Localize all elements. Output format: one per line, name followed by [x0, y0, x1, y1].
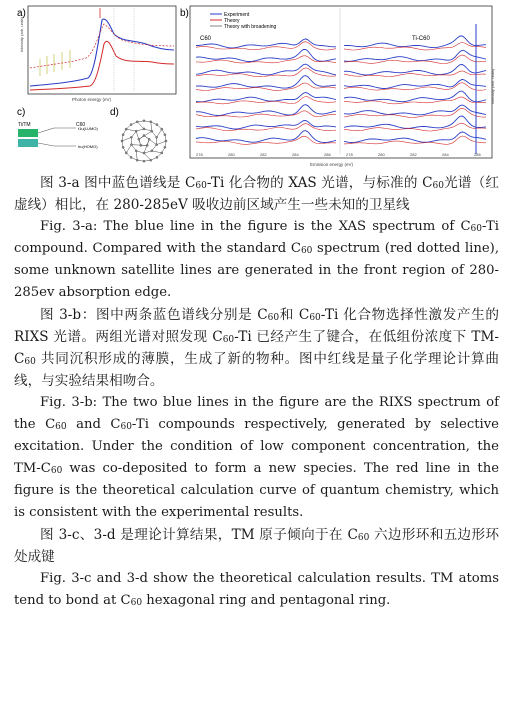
panel-a-frame: [28, 6, 176, 94]
panel-c-tm-level-green: [18, 129, 38, 137]
paragraph-3b-zh: 图 3-b：图中两条蓝色谱线分别是 $C_{60}$和 $C_{60}-Ti$ 化合物选择性激发产生的 RIXS 光谱。两组光谱对照发现 $C_{60}-Ti$ 已经产生了键合，在低组份浓度下 $TM-C_{60}$ 共同沉积形成的薄膜，生成了新的物种。图中红线是量子化学理论计算曲线，与实验结果相吻合。: [14, 307, 499, 389]
panel-d-label: d): [110, 107, 119, 118]
c60-atom: [135, 150, 137, 152]
c60-bond: [137, 122, 144, 129]
c60-atom: [146, 144, 148, 146]
panel-c-tm-label: Ti/TM: [18, 122, 31, 128]
c60-atom: [156, 144, 158, 146]
c60-bond: [126, 145, 131, 153]
c60-atom: [165, 140, 167, 142]
tick-label: 284: [292, 152, 299, 157]
tick-label: 278: [196, 152, 203, 157]
c60-bond: [131, 145, 147, 146]
panel-b-ylabel: Intensity (arb. units): [490, 68, 495, 104]
c60-bond: [157, 129, 162, 137]
c60-atom: [150, 159, 152, 161]
c60-atom: [122, 146, 124, 148]
tick-label: 284: [442, 152, 449, 157]
figure-3: [14, 4, 495, 168]
panel-a-xlabel: Photon energy (eV): [72, 97, 112, 102]
paragraph-3cd-en: Fig. 3-c and 3-d show the theoretical calculation results. TM atoms tend to bond at $C_{60}$ hexagonal ring and pentagonal ring.: [14, 571, 499, 608]
panel-a-ylabel: Intensity (arb. units): [19, 16, 24, 52]
c60-atom: [150, 121, 152, 123]
figure-3-graphic: [14, 4, 495, 168]
c60-atom: [125, 152, 127, 154]
panel-c-tm-level-teal: [18, 139, 38, 147]
c60-atom: [164, 134, 166, 136]
legend-experiment: Experiment: [224, 12, 250, 18]
c60-atom: [138, 138, 140, 140]
c60-atom: [122, 134, 124, 136]
c60-atom: [136, 121, 138, 123]
tick-label: 280: [228, 152, 235, 157]
c60-atom: [156, 136, 158, 138]
paragraph-3a-en: Fig. 3-a: The blue line in the figure is the XAS spectrum of $C_{60}-Ti$ compound. Compared with the standard $C_{60}$ spectrum (red dotted line), some unknown satellite lines are generated in the front region of 280-285ev absorption edge.: [14, 219, 500, 300]
panel-c-lumo-label: t1u(LUMO): [78, 126, 98, 131]
tick-label: 286: [324, 152, 331, 157]
c60-atom: [161, 152, 163, 154]
c60-bond: [144, 153, 151, 160]
panel-d-c60-molecule: [121, 120, 167, 163]
c60-atom: [148, 138, 150, 140]
c60-bond: [136, 151, 137, 160]
c60-bond: [126, 129, 136, 131]
c60-bond: [151, 122, 152, 131]
c60-bond: [139, 131, 152, 139]
panel-c-label: c): [17, 107, 26, 118]
c60-atom: [151, 150, 153, 152]
paragraph-3cd-zh: 图 3-c、3-d 是理论计算结果，TM 原子倾向于在 $C_{60}$ 六边形环和五边形环处成键: [14, 527, 499, 565]
c60-atom: [121, 140, 123, 142]
panel-c-c60-label: C60: [76, 122, 86, 128]
c60-atom: [156, 156, 158, 158]
tick-label: 278: [346, 152, 353, 157]
c60-atom: [151, 130, 153, 132]
c60-atom: [130, 124, 132, 126]
panel-b-label: b): [180, 8, 189, 19]
c60-atom: [143, 134, 145, 136]
panel-b-right-tag: Ti-C60: [412, 36, 430, 42]
c60-atom: [140, 144, 142, 146]
c60-bond: [144, 136, 157, 145]
c60-atom: [143, 128, 145, 130]
c60-atom: [156, 124, 158, 126]
c60-atom: [143, 160, 145, 162]
tick-label: 286: [474, 152, 481, 157]
paragraph-3a-zh: 图 3-a 图中蓝色谱线是 $C_{60}-Ti$ 化合物的 XAS 光谱，与标准的 $C_{60}$光谱（红虚线）相比，在 280-285eV 吸收边前区域产生一些未知的卫星线: [14, 175, 500, 213]
legend-theory-broadening: Theory with broadening: [224, 24, 277, 30]
c60-atom: [143, 152, 145, 154]
c60-bond: [157, 141, 166, 145]
c60-atom: [130, 144, 132, 146]
tick-label: 280: [378, 152, 385, 157]
c60-atom: [143, 120, 145, 122]
c60-atom: [135, 130, 137, 132]
c60-atom: [130, 136, 132, 138]
c60-bond: [122, 137, 131, 141]
tick-label: 282: [260, 152, 267, 157]
legend-theory: Theory: [224, 18, 240, 24]
c60-atom: [164, 146, 166, 148]
c60-atom: [136, 159, 138, 161]
tick-label: 282: [410, 152, 417, 157]
panel-a-label: a): [17, 8, 26, 19]
c60-atom: [161, 128, 163, 130]
c60-atom: [130, 156, 132, 158]
c60-atom: [125, 128, 127, 130]
caption-text: [14, 172, 499, 612]
panel-b-left-tag: C60: [200, 36, 212, 42]
panel-b-xlabel: Emission energy (eV): [310, 162, 354, 167]
c60-bond: [152, 151, 162, 153]
panel-c-levels: [38, 128, 76, 146]
panel-c-homo-label: hu(HOMO): [78, 144, 98, 149]
paragraph-3b-en: Fig. 3-b: The two blue lines in the figure are the RIXS spectrum of the $C_{60}$ and $C_{60}-Ti$ compounds respectively, generated by selective excitation. Under the condition of low component concentration, the $TM-C_{60}$ was co-deposited to form a new species. The red line in the figure is the theoretical calculation curve of quantum chemistry, which is consistent with the experimental results.: [14, 395, 499, 520]
